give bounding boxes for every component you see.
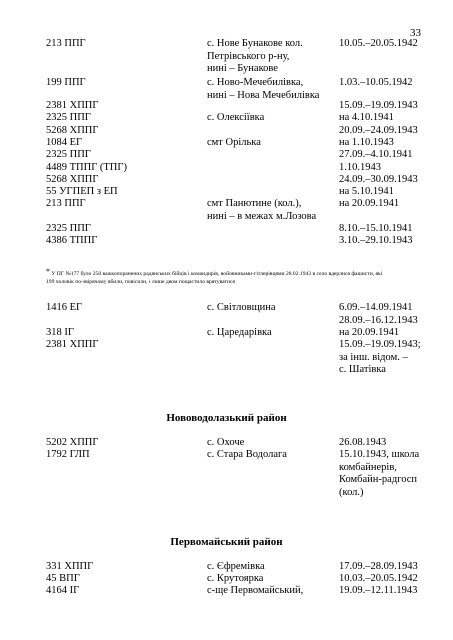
dates-cell-line: 6.09.–14.09.1941 [339, 302, 413, 313]
place-cell [207, 137, 337, 150]
place-cell [207, 302, 337, 315]
place-cell-line: с. Охоче [207, 437, 245, 448]
dates-cell-line: Комбайн-радгосп [339, 474, 418, 485]
unit-cell: 2325 ППГ [46, 112, 91, 123]
dates-cell [339, 186, 439, 199]
place-cell-line: нині – Нова Мечебилівка [207, 89, 320, 101]
dates-cell-line: комбайнерів, [339, 461, 397, 473]
section-title: Нововодолазький район [166, 412, 287, 424]
unit-cell: 213 ППГ [46, 198, 86, 209]
unit-cell: 199 ППГ [46, 77, 86, 88]
footnote-star: * [46, 267, 50, 276]
dates-cell-line: с. Шатівка [339, 364, 386, 375]
dates-cell [339, 449, 439, 499]
dates-cell [339, 235, 439, 248]
dates-cell-line: на 4.10.1941 [339, 112, 394, 123]
unit-cell: 5268 ХППГ [46, 125, 99, 136]
dates-cell-line: 10.05.–20.05.1942 [339, 38, 418, 49]
dates-cell-line: 17.09.–28.09.1943 [339, 561, 418, 572]
place-cell-line: смт Орілька [207, 137, 261, 148]
dates-cell-line: на 1.10.1943 [339, 137, 394, 148]
place-cell-line: нині – в межах м.Лозова [207, 210, 317, 222]
unit-cell: 4489 ТППГ (ТПГ) [46, 162, 127, 173]
dates-cell-line: 8.10.–15.10.1941 [339, 223, 413, 234]
unit-cell: 318 ІГ [46, 327, 74, 338]
dates-cell [339, 198, 439, 211]
dates-cell-line: (кол.) [339, 486, 364, 498]
unit-cell: 45 ВПГ [46, 573, 80, 584]
dates-cell [339, 573, 439, 586]
dates-cell-line: 28.09.–16.12.1943 [339, 314, 418, 326]
place-cell [207, 449, 337, 462]
place-cell [207, 198, 337, 223]
unit-cell: 5202 ХППГ [46, 437, 99, 448]
place-cell-line: с. Ново-Мечебилівка, [207, 77, 304, 88]
dates-cell [339, 223, 439, 236]
place-cell-line: с. Світловщина [207, 302, 276, 313]
dates-cell [339, 137, 439, 150]
place-cell-line: с. Крутоярка [207, 573, 264, 584]
dates-cell [339, 327, 439, 340]
place-cell-line: нині – Бунакове [207, 63, 278, 74]
place-cell [207, 38, 337, 76]
dates-cell-line: 19.09.–12.11.1943 [339, 585, 418, 596]
dates-cell-line: 15.10.1943, школа [339, 449, 420, 460]
dates-cell-line: 10.03.–20.05.1942 [339, 573, 418, 584]
unit-cell: 1084 ЕГ [46, 137, 83, 148]
dates-cell-line: на 5.10.1941 [339, 186, 394, 197]
place-cell [207, 573, 337, 586]
dates-cell-line: 1.03.–10.05.1942 [339, 77, 413, 88]
section-title: Первомайський район [170, 536, 283, 548]
place-cell-line: Петрівського р-ну, [207, 50, 290, 62]
unit-cell: 2325 ППГ [46, 149, 91, 160]
dates-cell [339, 77, 439, 90]
dates-cell-line: 26.08.1943 [339, 437, 387, 448]
dates-cell-line: на 20.09.1941 [339, 327, 400, 338]
place-cell [207, 561, 337, 574]
unit-cell: 4164 ІГ [46, 585, 80, 596]
dates-cell [339, 125, 439, 138]
unit-cell: 5268 ХППГ [46, 174, 99, 185]
place-cell [207, 112, 337, 125]
dates-cell-line: за інш. відом. – [339, 351, 408, 363]
place-cell-line: с. Нове Бунакове кол. [207, 38, 303, 49]
dates-cell [339, 339, 439, 377]
unit-cell: 2325 ППГ [46, 223, 91, 234]
place-cell-line: с. Єфремівка [207, 561, 265, 572]
dates-cell-line: 1.10.1943 [339, 162, 381, 173]
dates-cell [339, 174, 439, 187]
dates-cell [339, 302, 439, 327]
place-cell-line: с. Олексіївка [207, 112, 265, 123]
page-number: 33 [410, 27, 421, 39]
dates-cell [339, 100, 439, 113]
unit-cell: 331 ХППГ [46, 561, 94, 572]
dates-cell-line: 24.09.–30.09.1943 [339, 174, 418, 185]
unit-cell: 1416 ЕГ [46, 302, 83, 313]
footnote-line-1: У ПГ №177 було 250 важкопоранених радянських бійців і командирів, войовниками-гітлерівцями 28.02.1943 в село вдерлися фашисти, які [51, 271, 383, 277]
footnote-line-2: 199 чоловік по-звірячому вбили, повісили, і лише двом пощастило врятуватися [46, 278, 235, 285]
dates-cell [339, 149, 439, 162]
dates-cell [339, 38, 439, 51]
dates-cell-line: 15.09.–19.09.1943; [339, 339, 421, 350]
unit-cell: 1792 ГЛП [46, 449, 90, 460]
footnote [46, 268, 418, 286]
place-cell-line: с-ще Первомайський, [207, 585, 304, 596]
place-cell [207, 585, 337, 598]
place-cell-line: с. Стара Водолага [207, 449, 287, 460]
place-cell [207, 437, 337, 450]
place-cell [207, 327, 337, 340]
dates-cell-line: 15.09.–19.09.1943 [339, 100, 418, 111]
place-cell-line: смт Панютине (кол.), [207, 198, 302, 209]
dates-cell [339, 112, 439, 125]
unit-cell: 213 ППГ [46, 38, 86, 49]
dates-cell [339, 561, 439, 574]
dates-cell-line: 3.10.–29.10.1943 [339, 235, 413, 246]
unit-cell: 55 УГПЕП з ЕП [46, 186, 118, 197]
dates-cell [339, 585, 439, 598]
dates-cell-line: на 20.09.1941 [339, 198, 400, 209]
unit-cell: 2381 ХППГ [46, 100, 99, 111]
dates-cell-line: 27.09.–4.10.1941 [339, 149, 413, 160]
unit-cell: 4386 ТППГ [46, 235, 98, 246]
place-cell-line: с. Царедарівка [207, 327, 272, 338]
dates-cell [339, 437, 439, 450]
unit-cell: 2381 ХППГ [46, 339, 99, 350]
place-cell [207, 77, 337, 102]
dates-cell [339, 162, 439, 175]
dates-cell-line: 20.09.–24.09.1943 [339, 125, 418, 136]
